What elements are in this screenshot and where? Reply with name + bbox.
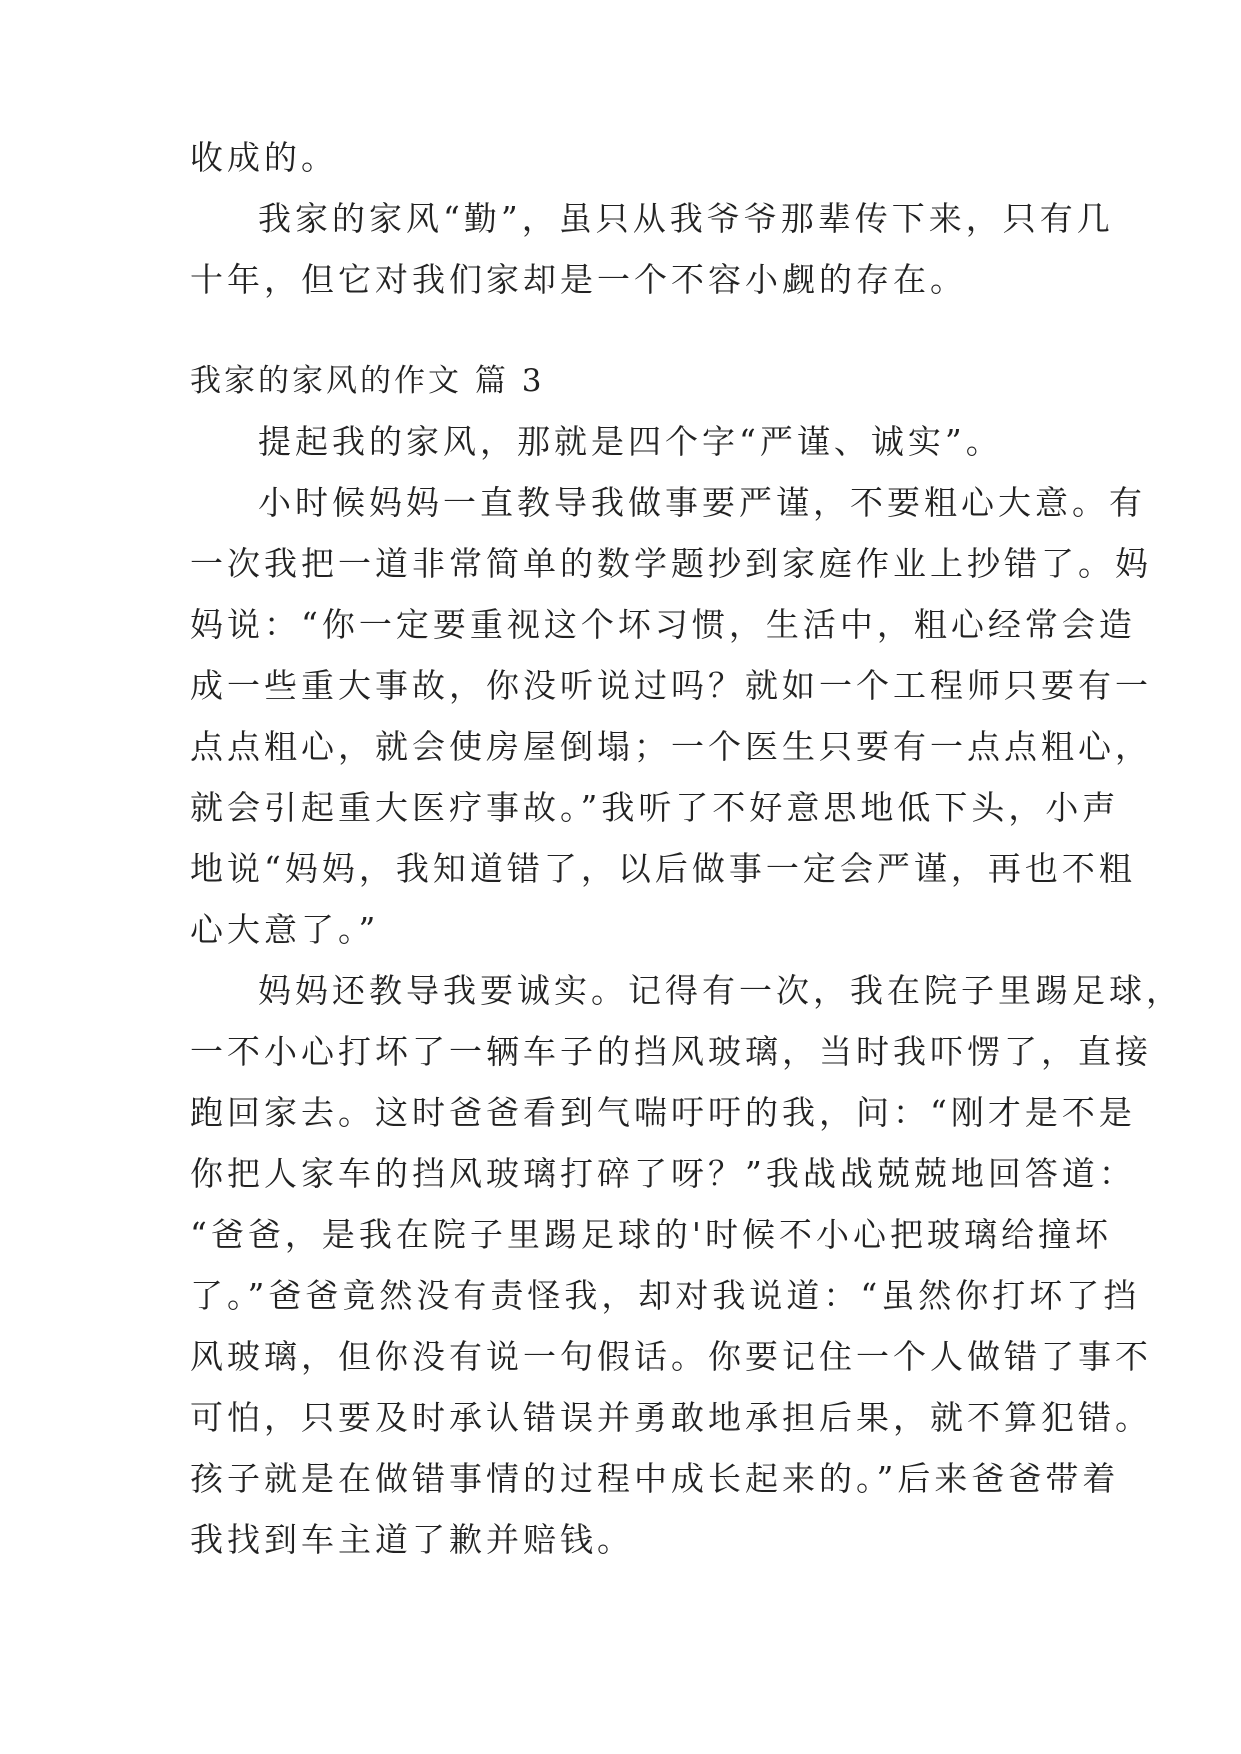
paragraph2-line-5: 点点粗心，就会使房屋倒塌；一个医生只要有一点点粗心， [190,727,1152,766]
paragraph3-line-8: 可怕，只要及时承认错误并勇敢地承担后果，就不算犯错。 [190,1398,1152,1437]
intro-line-2: 我家的家风“勤”，虽只从我爷爷那辈传下来，只有几 [258,199,1114,238]
paragraph2-line-6: 就会引起重大医疗事故。”我听了不好意思地低下头，小声 [190,788,1120,827]
paragraph2-line-8: 心大意了。” [190,910,380,949]
paragraph2-line-7: 地说“妈妈，我知道错了，以后做事一定会严谨，再也不粗 [190,849,1136,888]
paragraph3-line-1: 妈妈还教导我要诚实。记得有一次，我在院子里踢足球， [258,971,1183,1010]
paragraph3-line-10: 我找到车主道了歉并赔钱。 [190,1520,634,1559]
paragraph2-line-2: 一次我把一道非常简单的数学题抄到家庭作业上抄错了。妈 [190,544,1152,583]
intro-line-1: 收成的。 [190,138,338,177]
paragraph3-line-3: 跑回家去。这时爸爸看到气喘吁吁的我，问：“刚才是不是 [190,1093,1136,1132]
paragraph2-line-3: 妈说：“你一定要重视这个坏习惯，生活中，粗心经常会造 [190,605,1136,644]
paragraph2-line-1: 小时候妈妈一直教导我做事要严谨，不要粗心大意。有 [258,483,1146,522]
paragraph3-line-7: 风玻璃，但你没有说一句假话。你要记住一个人做错了事不 [190,1337,1152,1376]
paragraph2-line-4: 成一些重大事故，你没听说过吗？就如一个工程师只要有一 [190,666,1152,705]
paragraph3-line-6: 了。”爸爸竟然没有责怪我，却对我说道：“虽然你打坏了挡 [190,1276,1141,1315]
paragraph3-line-9: 孩子就是在做错事情的过程中成长起来的。”后来爸爸带着 [190,1459,1120,1498]
section-title: 我家的家风的作文 篇 3 [190,363,545,399]
paragraph3-line-2: 一不小心打坏了一辆车子的挡风玻璃，当时我吓愣了，直接 [190,1032,1152,1071]
paragraph1-line-1: 提起我的家风，那就是四个字“严谨、诚实”。 [258,422,1003,461]
intro-line-3: 十年，但它对我们家却是一个不容小觑的存在。 [190,260,967,299]
paragraph3-line-4: 你把人家车的挡风玻璃打碎了呀？”我战战兢兢地回答道： [190,1154,1136,1193]
paragraph3-line-5: “爸爸，是我在院子里踢足球的'时候不小心把玻璃给撞坏 [190,1215,1112,1254]
